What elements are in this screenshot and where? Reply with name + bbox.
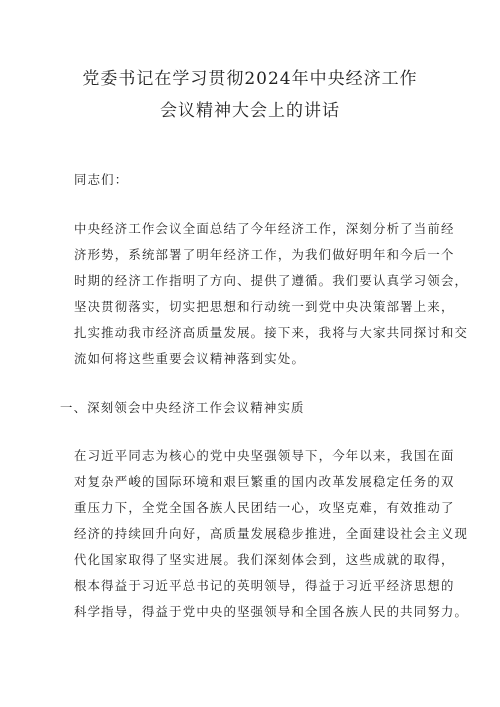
paragraph-2-line: 经济的持续回升向好，高质量发展稳步推进，全面建设社会主义现 <box>74 526 469 541</box>
document-title-line-2: 会议精神大会上的讲话 <box>160 101 340 121</box>
paragraph-1-line: 流如何将这些重要会议精神落到实处。 <box>74 351 306 366</box>
paragraph-2-line: 重压力下，全党全国各族人民团结一心，攻坚克难，有效推动了 <box>74 500 455 515</box>
paragraph-2-line: 对复杂严峻的国际环境和艰巨繁重的国内改革发展稳定任务的双 <box>74 474 455 489</box>
paragraph-2-line: 科学指导，得益于党中央的坚强领导和全国各族人民的共同努力。 <box>74 604 469 619</box>
paragraph-2-line: 代化国家取得了坚实进展。我们深刻体会到，这些成就的取得， <box>74 552 455 567</box>
section-heading: 一、深刻领会中央经济工作会议精神实质 <box>60 400 305 415</box>
document-title-line-1: 党委书记在学习贯彻2024年中央经济工作 <box>82 69 418 89</box>
paragraph-1-line: 中央经济工作会议全面总结了今年经济工作，深刻分析了当前经 <box>74 221 455 236</box>
paragraph-1-line: 扎实推动我市经济高质量发展。接下来，我将与大家共同探讨和交 <box>74 325 469 340</box>
paragraph-1-line: 时期的经济工作指明了方向、提供了遵循。我们要认真学习领会， <box>74 273 469 288</box>
paragraph-2-line: 在习近平同志为核心的党中央坚强领导下，今年以来，我国在面 <box>74 448 455 463</box>
paragraph-2-line: 根本得益于习近平总书记的英明领导，得益于习近平经济思想的 <box>74 578 455 593</box>
paragraph-1-line: 坚决贯彻落实，切实把思想和行动统一到党中央决策部署上来， <box>74 299 455 314</box>
salutation: 同志们： <box>74 172 129 187</box>
paragraph-1-line: 济形势，系统部署了明年经济工作，为我们做好明年和今后一个 <box>74 247 455 262</box>
